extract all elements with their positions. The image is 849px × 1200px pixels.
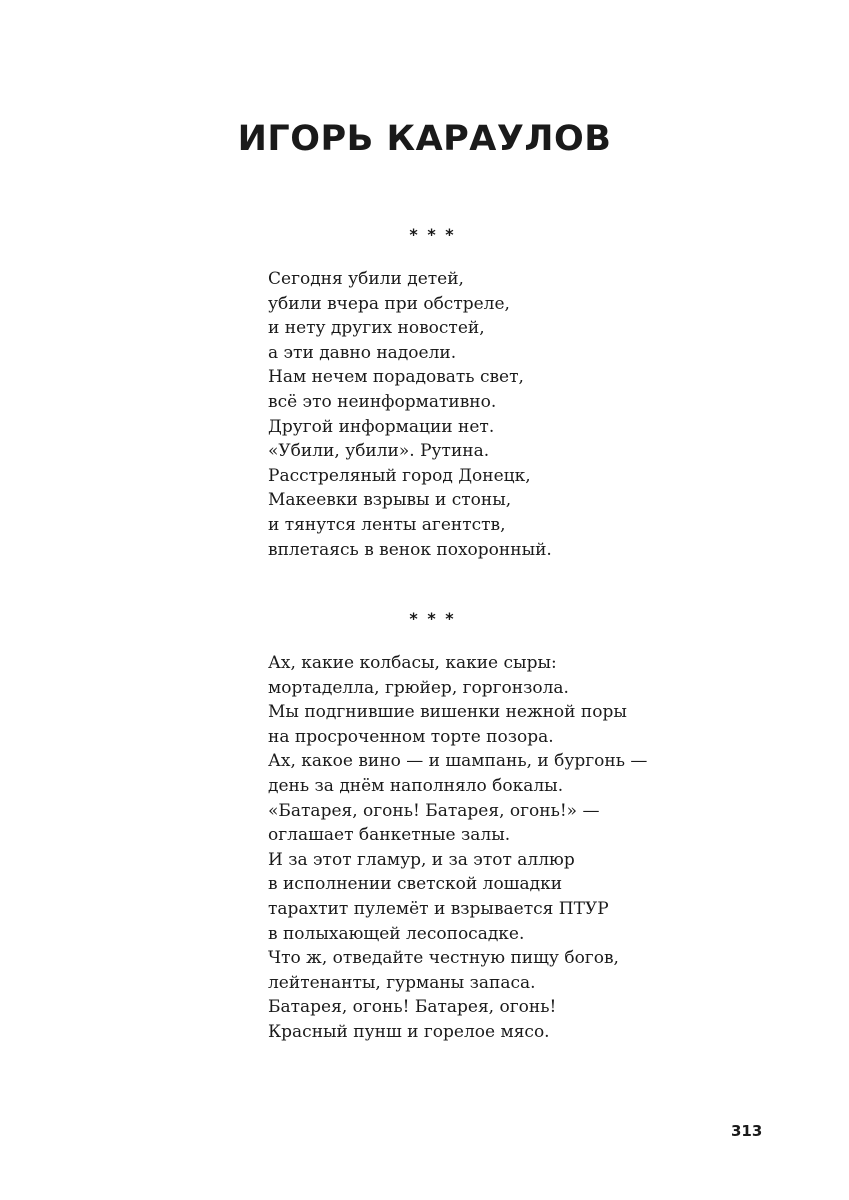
poem-separator: * * * (409, 609, 456, 628)
poem-line: а эти давно надоели. (268, 342, 457, 363)
poem-line: в исполнении светской лошадки (268, 874, 563, 895)
poem-line: «Убили, убили». Рутина. (268, 441, 490, 462)
poem-line: Батарея, огонь! Батарея, огонь! (268, 997, 557, 1018)
poem-line: Ах, какое вино — и шампань, и бургонь — (268, 751, 648, 772)
poem-line: убили вчера при обстреле, (268, 293, 510, 314)
poem-line: и тянутся ленты агентств, (268, 514, 506, 535)
poem-line: вплетаясь в венок похоронный. (268, 539, 552, 560)
poem-line: оглашает банкетные залы. (268, 825, 511, 846)
poem-line: мортаделла, грюйер, горгонзола. (268, 677, 569, 698)
page-number: 313 (731, 1122, 763, 1140)
poem-line: Макеевки взрывы и стоны, (268, 490, 512, 511)
poem-line: Что ж, отведайте честную пищу богов, (268, 948, 619, 969)
poem-line: Ах, какие колбасы, какие сыры: (268, 653, 557, 673)
poem-line: на просроченном торте позора. (268, 726, 554, 747)
poem-line: Красный пунш и горелое мясо. (268, 1021, 550, 1042)
poem-line: в полыхающей лесопосадке. (268, 923, 525, 944)
poem-line: день за днём наполняло бокалы. (268, 775, 564, 796)
poem-line: и нету других новостей, (268, 318, 485, 339)
poem-line: Мы подгнившие вишенки нежной поры (268, 702, 627, 723)
poem-line: Сегодня убили детей, (268, 269, 464, 289)
poem-line: Другой информации нет. (268, 416, 495, 437)
author-heading: ИГОРЬ КАРАУЛОВ (237, 119, 612, 159)
poem-line: Расстреляный город Донецк, (268, 465, 531, 486)
poem-line: «Батарея, огонь! Батарея, огонь!» — (268, 800, 600, 821)
poem-line: лейтенанты, гурманы запаса. (268, 972, 536, 993)
poem-line: тарахтит пулемёт и взрывается ПТУР (268, 898, 609, 919)
poem-line: И за этот гламур, и за этот аллюр (268, 849, 575, 870)
poem-separator: * * * (409, 225, 456, 244)
poem-1 (268, 267, 552, 562)
poem-line: Нам нечем порадовать свет, (268, 367, 524, 388)
poem-line: всё это неинформативно. (268, 391, 497, 412)
poem-2 (268, 651, 647, 1045)
